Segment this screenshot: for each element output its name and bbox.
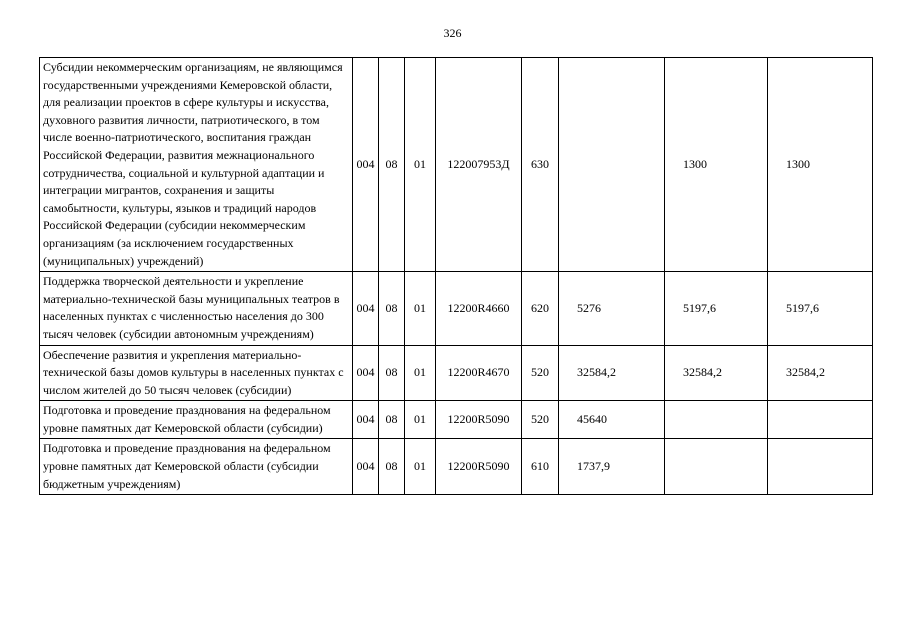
target-article-code: 12200R5090 <box>436 439 522 495</box>
amount-year-2 <box>665 401 768 439</box>
section-code: 08 <box>379 401 405 439</box>
subsection-code: 01 <box>405 345 436 401</box>
amount-year-2: 1300 <box>665 58 768 272</box>
section-code: 08 <box>379 345 405 401</box>
subsection-code: 01 <box>405 439 436 495</box>
ministry-code: 004 <box>353 272 379 345</box>
section-code: 08 <box>379 58 405 272</box>
subsection-code: 01 <box>405 401 436 439</box>
ministry-code: 004 <box>353 58 379 272</box>
row-description: Обеспечение развития и укрепления материально-технической базы домов культуры в населенных пунктах с числом жителей до 50 тысяч человек (субсидии) <box>40 345 353 401</box>
budget-table <box>39 57 873 495</box>
ministry-code: 004 <box>353 439 379 495</box>
target-article-code: 122007953Д <box>436 58 522 272</box>
subsection-code: 01 <box>405 58 436 272</box>
table-row <box>40 401 873 439</box>
amount-year-1: 1737,9 <box>559 439 665 495</box>
subsection-code: 01 <box>405 272 436 345</box>
amount-year-3 <box>768 439 873 495</box>
expense-type-code: 520 <box>522 345 559 401</box>
row-description: Подготовка и проведение празднования на федеральном уровне памятных дат Кемеровской области (субсидии бюджетным учреждениям) <box>40 439 353 495</box>
amount-year-2: 32584,2 <box>665 345 768 401</box>
row-description: Субсидии некоммерческим организациям, не являющимся государственными учреждениями Кемеровской области, для реализации проектов в сфере культуры и искусства, духовного развития личности, патриотического, в том числе военно-патриотического, воспитания граждан Российской Федерации, развития межнационального сотрудничества, социальной и культурной адаптации и интеграции мигрантов, сохранения и защиты самобытности, культуры, языков и традиций народов Российской Федерации (субсидии некоммерческим организациям (за исключением государственных (муниципальных) учреждений) <box>40 58 353 272</box>
amount-year-3: 5197,6 <box>768 272 873 345</box>
table-row <box>40 58 873 272</box>
table-row <box>40 345 873 401</box>
expense-type-code: 620 <box>522 272 559 345</box>
row-description: Поддержка творческой деятельности и укрепление материально-технической базы муниципальных театров в населенных пунктах с численностью населения до 300 тысяч человек (субсидии автономным учреждениям) <box>40 272 353 345</box>
amount-year-2 <box>665 439 768 495</box>
page-number: 326 <box>443 26 462 40</box>
table-row <box>40 272 873 345</box>
amount-year-1: 32584,2 <box>559 345 665 401</box>
amount-year-1: 5276 <box>559 272 665 345</box>
section-code: 08 <box>379 439 405 495</box>
ministry-code: 004 <box>353 345 379 401</box>
ministry-code: 004 <box>353 401 379 439</box>
table-row <box>40 439 873 495</box>
amount-year-3: 32584,2 <box>768 345 873 401</box>
expense-type-code: 520 <box>522 401 559 439</box>
amount-year-3 <box>768 401 873 439</box>
target-article-code: 12200R5090 <box>436 401 522 439</box>
amount-year-3: 1300 <box>768 58 873 272</box>
target-article-code: 12200R4670 <box>436 345 522 401</box>
section-code: 08 <box>379 272 405 345</box>
target-article-code: 12200R4660 <box>436 272 522 345</box>
expense-type-code: 610 <box>522 439 559 495</box>
amount-year-1 <box>559 58 665 272</box>
amount-year-1: 45640 <box>559 401 665 439</box>
expense-type-code: 630 <box>522 58 559 272</box>
row-description: Подготовка и проведение празднования на федеральном уровне памятных дат Кемеровской области (субсидии) <box>40 401 353 439</box>
amount-year-2: 5197,6 <box>665 272 768 345</box>
